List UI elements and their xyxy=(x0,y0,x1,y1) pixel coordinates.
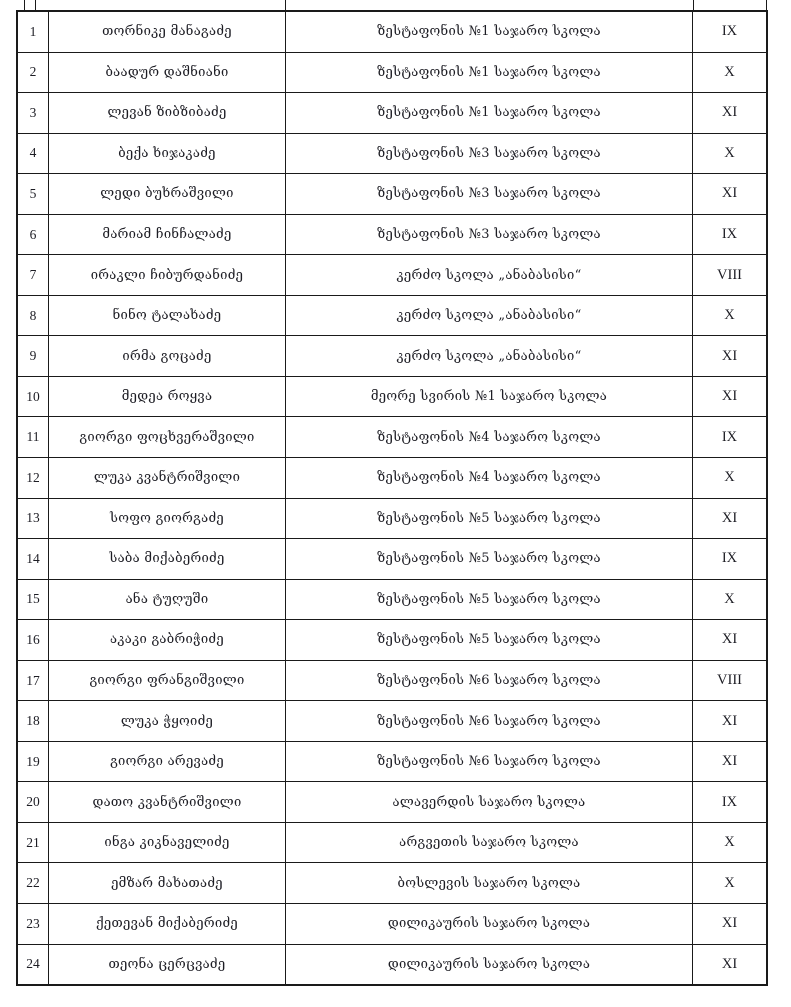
student-name-cell: საბა მიქაბერიძე xyxy=(49,539,286,579)
row-number-cell: 16 xyxy=(18,620,49,660)
table-row xyxy=(18,174,766,215)
school-name-cell: კერძო სკოლა „ანაბასისი“ xyxy=(286,336,693,376)
grade-roman-cell: X xyxy=(724,307,735,324)
school-name-cell: ზესტაფონის №6 საჯარო სკოლა xyxy=(286,701,693,741)
school-name-cell: დილიკაურის საჯარო სკოლა xyxy=(286,945,693,985)
school-name-cell: ზესტაფონის №1 საჯარო სკოლა xyxy=(286,12,693,52)
grade-roman-cell: IX xyxy=(721,23,738,40)
table-row xyxy=(18,620,766,661)
student-name-cell: თორნიკე მანაგაძე xyxy=(49,12,286,52)
table-row xyxy=(18,215,766,256)
table-row xyxy=(18,134,766,175)
school-name-cell: ზესტაფონის №5 საჯარო სკოლა xyxy=(286,539,693,579)
school-name-cell: ზესტაფონის №5 საჯარო სკოლა xyxy=(286,580,693,620)
row-number-cell: 5 xyxy=(18,174,49,214)
table-row xyxy=(18,742,766,783)
school-name-cell: დილიკაურის საჯარო სკოლა xyxy=(286,904,693,944)
students-table xyxy=(16,10,768,986)
table-row xyxy=(18,255,766,296)
table-row xyxy=(18,863,766,904)
table-row xyxy=(18,93,766,134)
student-name-cell: მარიამ ჩინჩალაძე xyxy=(49,215,286,255)
student-name-cell: გიორგი ფრანგიშვილი xyxy=(49,661,286,701)
grade-roman-cell: VIII xyxy=(717,672,742,689)
school-name-cell: ზესტაფონის №6 საჯარო სკოლა xyxy=(286,742,693,782)
school-name-cell: მეორე სვირის №1 საჯარო სკოლა xyxy=(286,377,693,417)
school-name-cell: ზესტაფონის №3 საჯარო სკოლა xyxy=(286,134,693,174)
row-number-cell: 18 xyxy=(18,701,49,741)
row-number-cell: 15 xyxy=(18,580,49,620)
grade-roman-cell: IX xyxy=(721,550,738,567)
student-name-cell: მედეა როყვა xyxy=(49,377,286,417)
grade-roman-cell: IX xyxy=(721,226,738,242)
row-number-cell: 8 xyxy=(18,296,49,336)
student-name-cell: ბექა ხიჯაკაძე xyxy=(49,134,286,174)
student-name-cell: ლუკა ჭყოიძე xyxy=(49,701,286,741)
row-number-cell: 20 xyxy=(18,782,49,822)
table-row xyxy=(18,53,766,94)
row-number-cell: 13 xyxy=(18,499,49,539)
school-name-cell: არგვეთის საჯარო სკოლა xyxy=(286,823,693,863)
school-name-cell: კერძო სკოლა „ანაბასისი“ xyxy=(286,255,693,295)
row-number-cell: 23 xyxy=(18,904,49,944)
student-name-cell: ლევან ზიბზიბაძე xyxy=(49,93,286,133)
student-name-cell: ნინო ტალახაძე xyxy=(49,296,286,336)
row-number-cell: 3 xyxy=(18,93,49,133)
grade-roman-cell: XI xyxy=(721,388,738,405)
table-row xyxy=(18,417,766,458)
school-name-cell: ზესტაფონის №5 საჯარო სკოლა xyxy=(286,620,693,660)
school-name-cell: ზესტაფონის №1 საჯარო სკოლა xyxy=(286,53,693,93)
grade-roman-cell: XI xyxy=(721,955,738,972)
student-name-cell: გიორგი არევაძე xyxy=(49,742,286,782)
grade-roman-cell: XI xyxy=(721,915,738,932)
row-number-cell: 10 xyxy=(18,377,49,417)
row-number-cell: 4 xyxy=(18,134,49,174)
table-row xyxy=(18,580,766,621)
grade-roman-cell: X xyxy=(724,63,735,80)
grade-roman-cell: IX xyxy=(721,428,738,445)
grade-roman-cell: XI xyxy=(721,631,738,648)
table-row xyxy=(18,296,766,337)
table-row xyxy=(18,661,766,702)
grade-roman-cell: X xyxy=(724,469,735,486)
school-name-cell: ზესტაფონის №3 საჯარო სკოლა xyxy=(286,215,693,255)
school-name-cell: ბოსლევის საჯარო სკოლა xyxy=(286,863,693,903)
grade-roman-cell: XI xyxy=(721,347,738,364)
table-row xyxy=(18,458,766,499)
row-number-cell: 22 xyxy=(18,863,49,903)
grade-roman-cell: X xyxy=(724,834,735,851)
school-name-cell: ზესტაფონის №3 საჯარო სკოლა xyxy=(286,174,693,214)
student-name-cell: დათო კვანტრიშვილი xyxy=(49,782,286,822)
student-name-cell: ინგა კიკნაველიძე xyxy=(49,823,286,863)
grade-roman-cell: VIII xyxy=(717,266,742,283)
grade-roman-cell: XI xyxy=(721,712,738,729)
student-name-cell: ბაადურ დაშნიანი xyxy=(49,53,286,93)
school-name-cell: ზესტაფონის №6 საჯარო სკოლა xyxy=(286,661,693,701)
row-number-cell: 14 xyxy=(18,539,49,579)
student-name-cell: აკაკი გაბრიჭიძე xyxy=(49,620,286,660)
row-number-cell: 2 xyxy=(18,53,49,93)
grade-roman-cell: XI xyxy=(721,753,738,770)
table-row xyxy=(18,701,766,742)
table-row xyxy=(18,12,766,53)
school-name-cell: ზესტაფონის №5 საჯარო სკოლა xyxy=(286,499,693,539)
grade-roman-cell: X xyxy=(724,144,735,161)
table-row xyxy=(18,904,766,945)
row-number-cell: 12 xyxy=(18,458,49,498)
grade-roman-cell: XI xyxy=(721,509,738,526)
school-name-cell: ზესტაფონის №4 საჯარო სკოლა xyxy=(286,458,693,498)
grade-roman-cell: X xyxy=(724,590,735,607)
school-name-cell: ზესტაფონის №4 საჯარო სკოლა xyxy=(286,417,693,457)
table-row xyxy=(18,945,766,985)
table-row xyxy=(18,336,766,377)
student-name-cell: ირაკლი ჩიბურდანიძე xyxy=(49,255,286,295)
student-name-cell: სოფო გიორგაძე xyxy=(49,499,286,539)
row-number-cell: 24 xyxy=(18,945,49,985)
table-row xyxy=(18,823,766,864)
student-name-cell: გიორგი ფოცხვერაშვილი xyxy=(49,417,286,457)
school-name-cell: ალავერდის საჯარო სკოლა xyxy=(286,782,693,822)
student-name-cell: ემზარ მახათაძე xyxy=(49,863,286,903)
student-name-cell: თეონა ცერცვაძე xyxy=(49,945,286,985)
row-number-cell: 6 xyxy=(18,215,49,255)
row-number-cell: 7 xyxy=(18,255,49,295)
table-row xyxy=(18,499,766,540)
student-name-cell: ირმა გოცაძე xyxy=(49,336,286,376)
table-row xyxy=(18,782,766,823)
student-name-cell: ქეთევან მიქაბერიძე xyxy=(49,904,286,944)
student-name-cell: ლედი ბუხრაშვილი xyxy=(49,174,286,214)
row-number-cell: 19 xyxy=(18,742,49,782)
school-name-cell: ზესტაფონის №1 საჯარო სკოლა xyxy=(286,93,693,133)
table-row xyxy=(18,539,766,580)
grade-roman-cell: X xyxy=(724,874,735,891)
school-name-cell: კერძო სკოლა „ანაბასისი“ xyxy=(286,296,693,336)
table-row xyxy=(18,377,766,418)
row-number-cell: 9 xyxy=(18,336,49,376)
student-name-cell: ლუკა კვანტრიშვილი xyxy=(49,458,286,498)
row-number-cell: 17 xyxy=(18,661,49,701)
row-number-cell: 21 xyxy=(18,823,49,863)
grade-roman-cell: XI xyxy=(721,185,738,202)
row-number-cell: 1 xyxy=(18,12,49,52)
row-number-cell: 11 xyxy=(18,417,49,457)
grade-roman-cell: XI xyxy=(721,104,738,121)
grade-roman-cell: IX xyxy=(721,793,738,810)
student-name-cell: ანა ტუღუში xyxy=(49,580,286,620)
